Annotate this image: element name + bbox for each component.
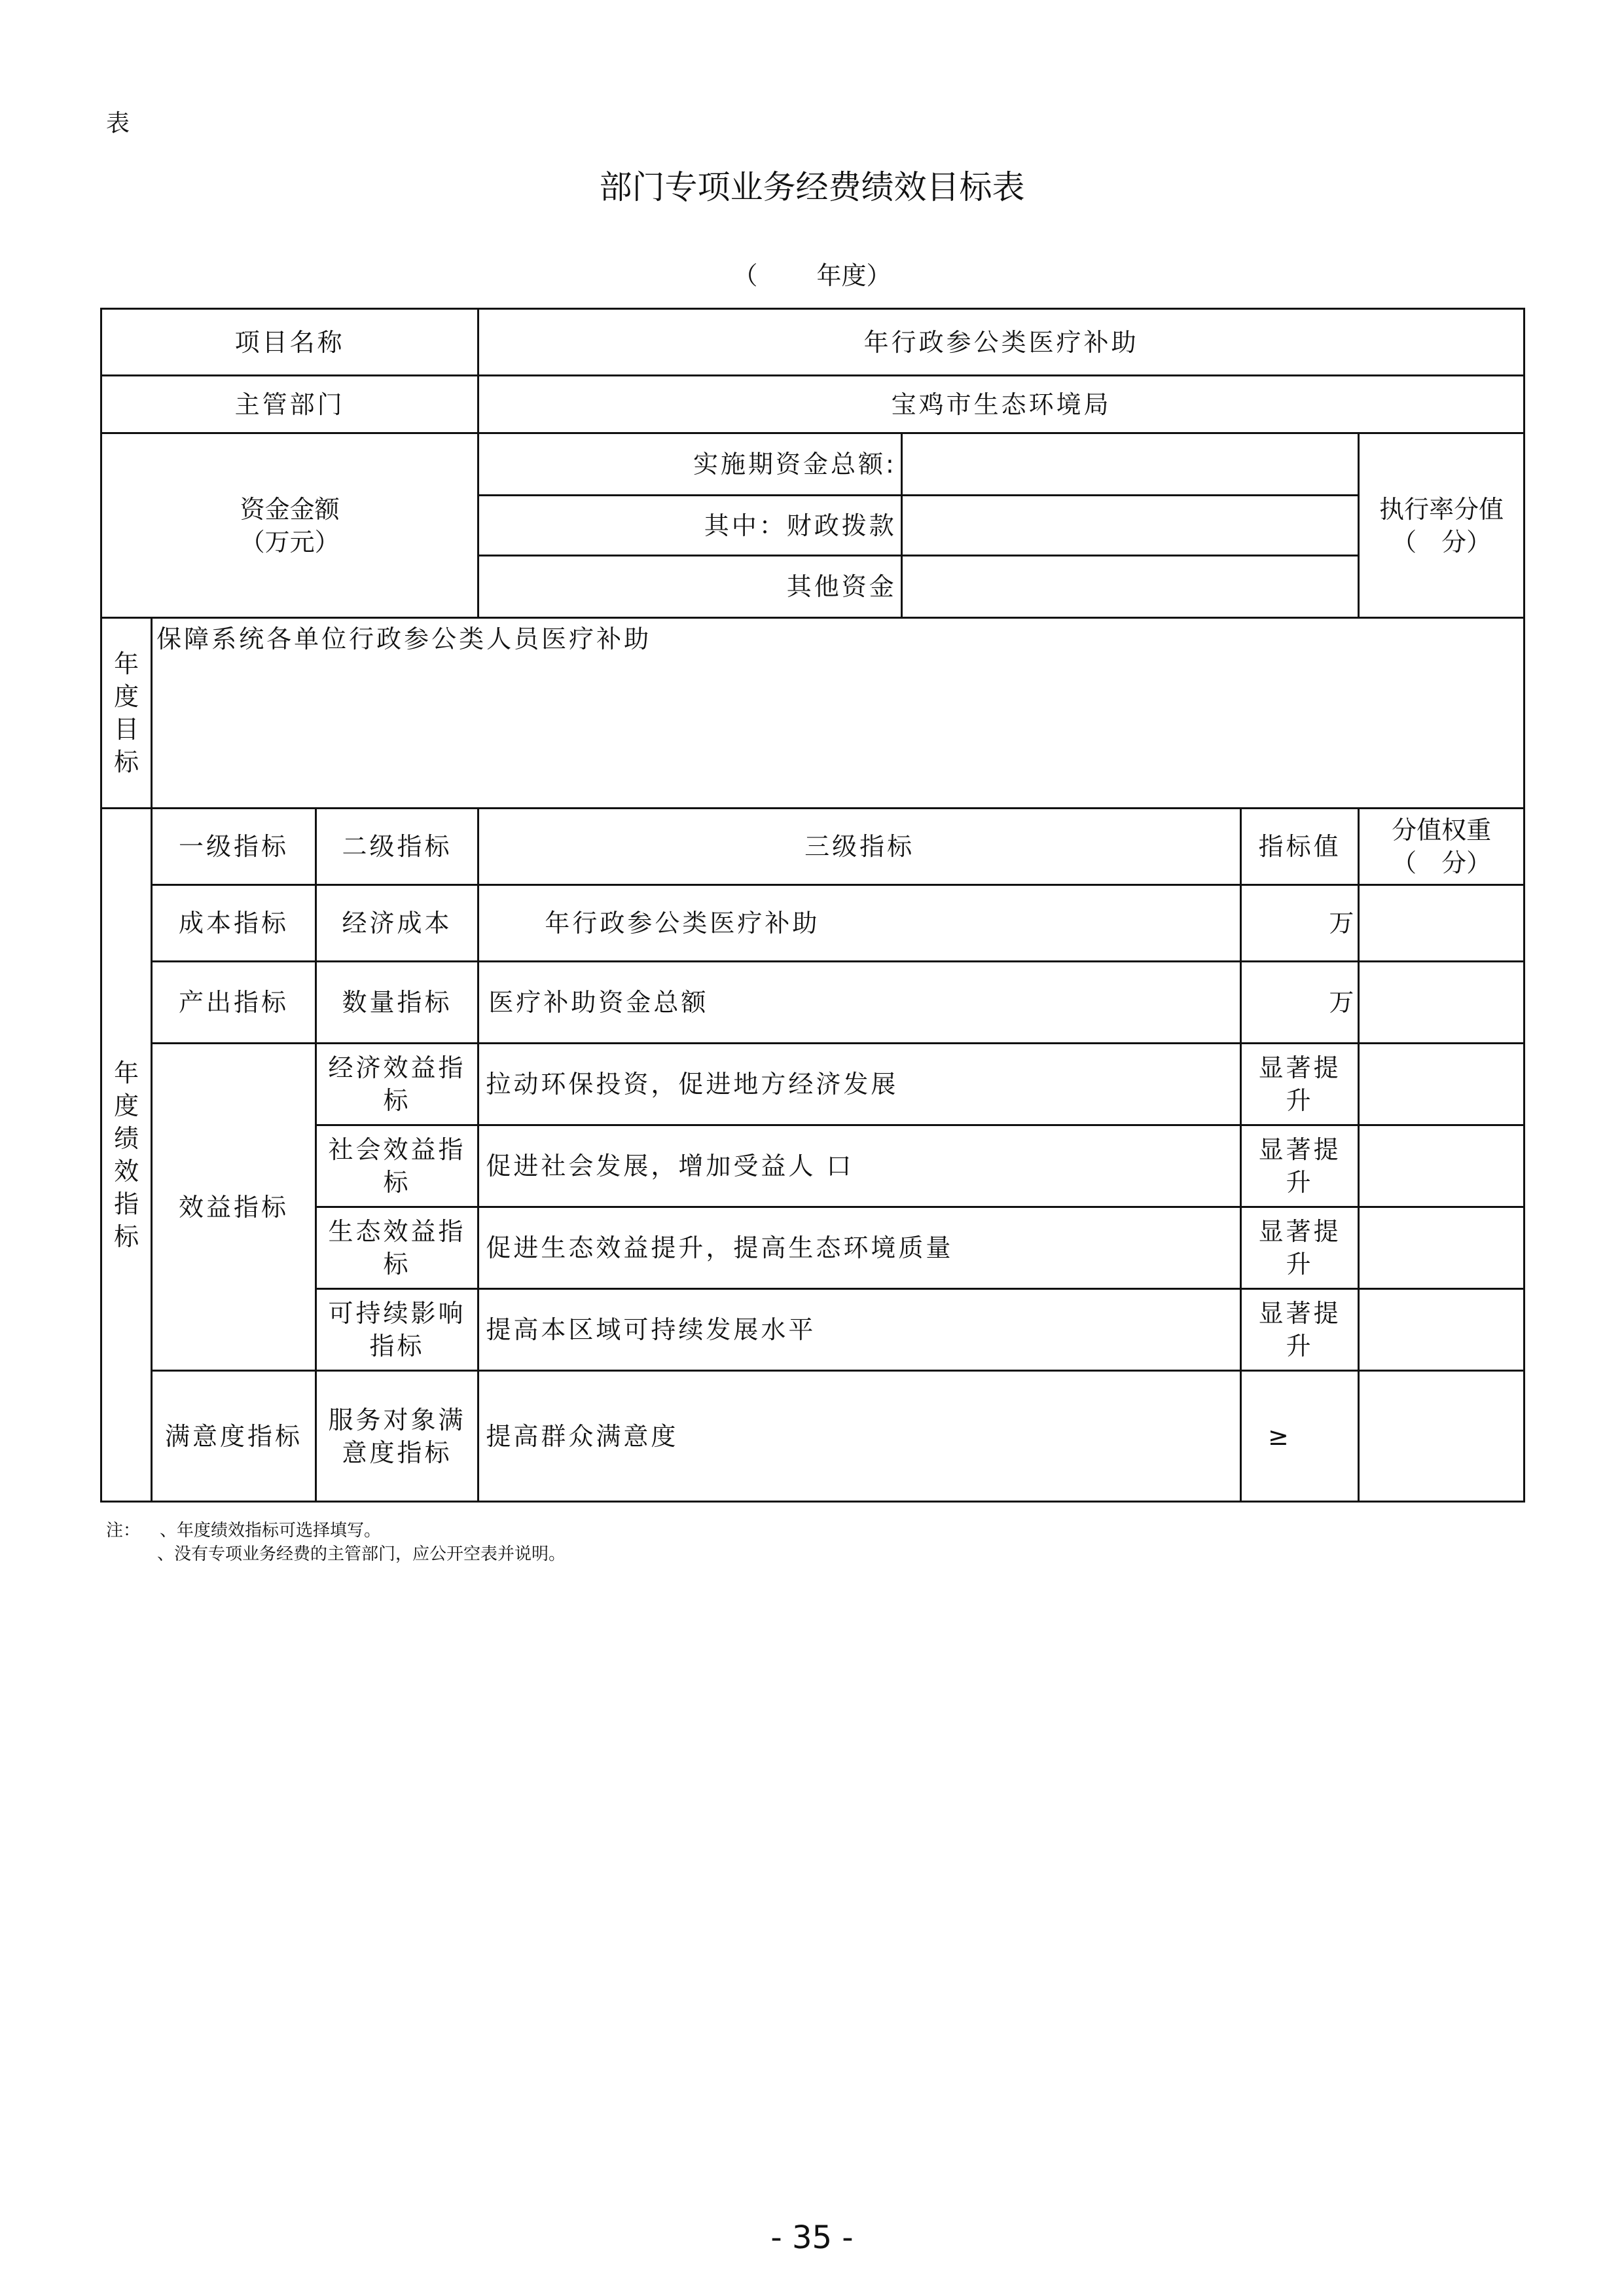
annual-goal-text: 保障系统各单位行政参公类人员医疗补助 [152,618,1525,809]
total-funds-value [901,433,1359,496]
note-prefix: 注： [106,1521,141,1540]
execution-rate-line2: （ 分） [1392,527,1492,556]
benefit-level2-social: 社会效益指标 [316,1125,478,1207]
header-value: 指标值 [1240,809,1358,885]
department-label: 主管部门 [101,376,478,433]
benefit-value-economic: 显著提升 [1240,1044,1358,1125]
cost-value: 万 [1240,885,1358,962]
year-open-paren: （ [732,261,758,290]
annual-goal-label-cell [101,618,152,809]
benefit-weight-social [1359,1125,1525,1207]
satisfaction-row [101,1371,1525,1502]
year-line [0,255,1624,291]
benefit-level2-sustainable: 可持续影响指标 [316,1289,478,1371]
fiscal-funds-value [901,496,1359,556]
annual-goal-label: 年度目标 [114,649,139,776]
total-funds-label: 实施期资金总额: [478,433,901,496]
cost-level2: 经济成本 [316,885,478,962]
benefit-level3-social: 促进社会发展，增加受益人 口 [478,1125,1241,1207]
output-level2: 数量指标 [316,962,478,1044]
output-level1: 产出指标 [152,962,316,1044]
output-level3: 医疗补助资金总额 [478,962,1241,1044]
note-line-1 [106,1519,566,1542]
performance-table-wrap [100,308,1525,1503]
funds-label-line1: 资金金额 [240,494,340,524]
notes [106,1519,566,1566]
project-name-value: 年行政参公类医疗补助 [478,309,1525,376]
year-label: 年度） [816,261,892,290]
annual-goal-row [101,618,1525,809]
benefit-value-social: 显著提升 [1240,1125,1358,1207]
other-funds-value [901,556,1359,618]
benefit-level3-sustainable: 提高本区域可持续发展水平 [478,1289,1241,1371]
satisfaction-level2: 服务对象满意度指标 [316,1371,478,1502]
satisfaction-value: ≥ [1240,1371,1358,1502]
benefit-value-ecological: 显著提升 [1240,1207,1358,1289]
performance-table [100,308,1525,1503]
benefit-level3-ecological: 促进生态效益提升，提高生态环境质量 [478,1207,1241,1289]
satisfaction-weight [1359,1371,1525,1502]
header-weight-line2: （ 分） [1392,848,1492,877]
indicator-header-row [101,809,1525,885]
header-weight [1359,809,1525,885]
funds-label-line2: （万元） [240,527,340,556]
note-line-2 [106,1542,566,1566]
output-weight [1359,962,1525,1044]
cost-indicator-row [101,885,1525,962]
header-level2: 二级指标 [316,809,478,885]
indicators-section-label: 年度绩效指标 [114,1059,139,1251]
header-level3: 三级指标 [478,809,1241,885]
benefit-level2-ecological: 生态效益指标 [316,1207,478,1289]
header-label: 表 [106,110,130,137]
funds-label [101,433,478,618]
execution-rate-score [1359,433,1525,618]
note-text-2: 、没有专项业务经费的主管部门，应公开空表并说明。 [157,1544,566,1564]
benefit-level3-economic: 拉动环保投资，促进地方经济发展 [478,1044,1241,1125]
project-name-label: 项目名称 [101,309,478,376]
output-value: 万 [1240,962,1358,1044]
header-level1: 一级指标 [152,809,316,885]
benefit-weight-sustainable [1359,1289,1525,1371]
page-number: - 35 - [770,2219,854,2256]
other-funds-label: 其他资金 [478,556,901,618]
note-text-1: 、年度绩效指标可选择填写。 [160,1521,382,1540]
header-weight-line1: 分值权重 [1392,816,1492,845]
department-value: 宝鸡市生态环境局 [478,376,1525,433]
benefit-weight-ecological [1359,1207,1525,1289]
cost-level3: 年行政参公类医疗补助 [478,885,1241,962]
cost-level1: 成本指标 [152,885,316,962]
page-title: 部门专项业务经费绩效目标表 [599,168,1025,206]
benefit-row-economic [101,1044,1525,1125]
indicators-section-label-cell [101,809,152,1502]
benefit-level1: 效益指标 [152,1044,316,1371]
department-row [101,376,1525,433]
cost-weight [1359,885,1525,962]
benefit-level2-economic: 经济效益指标 [316,1044,478,1125]
benefit-weight-economic [1359,1044,1525,1125]
project-row [101,309,1525,376]
funds-total-row [101,433,1525,496]
output-indicator-row [101,962,1525,1044]
fiscal-funds-label: 其中：财政拨款 [478,496,901,556]
execution-rate-line1: 执行率分值 [1379,494,1504,524]
satisfaction-level3: 提高群众满意度 [478,1371,1241,1502]
satisfaction-level1: 满意度指标 [152,1371,316,1502]
benefit-value-sustainable: 显著提升 [1240,1289,1358,1371]
